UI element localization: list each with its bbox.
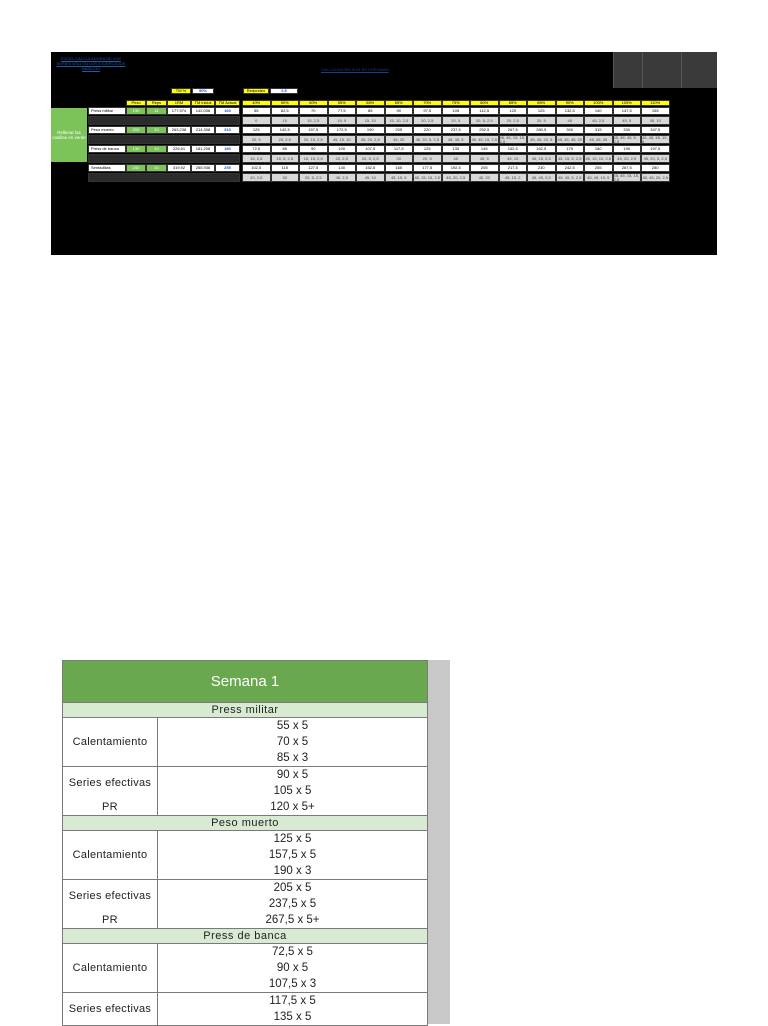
weight-cell: 117,5 xyxy=(385,145,414,153)
plates-cell: 45, 2,5 xyxy=(328,173,357,182)
plates-cell: 45, 20 xyxy=(470,173,499,182)
warmup-row xyxy=(63,718,428,767)
plates-cell: 15, 15, 2,5 xyxy=(299,154,328,163)
weight-cell: 100 xyxy=(328,145,357,153)
tm-inicial-value: 255,936 xyxy=(191,164,215,172)
plates-row xyxy=(51,135,717,144)
set-value: 205 x 5 xyxy=(273,882,312,894)
plates-cell: 45, 5 xyxy=(470,154,499,163)
reps-input[interactable]: 10 xyxy=(146,126,167,134)
peso-input[interactable]: 200 xyxy=(126,126,146,134)
section-header-row xyxy=(63,703,428,718)
plates-cell: 15, 10, 2,5 xyxy=(385,116,414,125)
weight-cell: 125 xyxy=(527,107,556,115)
tm-row xyxy=(51,88,717,94)
warmup-sets xyxy=(158,944,428,993)
weight-cell: 142,5 xyxy=(271,126,300,134)
plates-cell: 45, 20, 5, 2,5 xyxy=(413,135,442,144)
set-value: 55 x 5 xyxy=(276,720,309,732)
plates-cell: 45, 15, 10 xyxy=(328,135,357,144)
plates-cell: 20, 2,5 xyxy=(499,116,528,125)
plates-cell: 20, 5, 2,5 xyxy=(356,154,385,163)
plates-cell: 45, 45, 5 xyxy=(442,135,471,144)
set-value: 190 x 3 xyxy=(273,865,312,877)
series-efectivas-label: Series efectivas xyxy=(68,777,152,789)
plates-cell: 45, 45, 45, 10, 5 xyxy=(642,135,668,144)
header-block xyxy=(613,52,642,88)
plates-cell: 20, 2,5 xyxy=(271,135,300,144)
plates-cell: 45, 20, 2,5 xyxy=(613,154,642,163)
pct-header: 80% xyxy=(470,100,499,106)
plates-cell: 20 xyxy=(385,154,414,163)
weight-cell: 85 xyxy=(356,107,385,115)
week-title: Semana 1 xyxy=(63,661,428,703)
reps-input[interactable]: 10 xyxy=(146,164,167,172)
plates-cell: 45, 5 xyxy=(613,116,642,125)
weight-cell: 125 xyxy=(242,126,271,134)
weight-cell: 180 xyxy=(584,145,613,153)
calentamiento-label: Calentamiento xyxy=(63,718,158,767)
weight-cell: 152,5 xyxy=(499,145,528,153)
plates-cell: 45, 45, 10, 15, 2,5 xyxy=(499,135,526,144)
plates-cell: 20, 5, 2,5 xyxy=(470,116,499,125)
plates-cell: 45, 45, 5, 2,5 xyxy=(556,173,585,182)
tm-label: TM % xyxy=(171,88,191,94)
tm-inicial-value: 181,208 xyxy=(191,145,215,153)
pct-header: 85% xyxy=(499,100,528,106)
plates-cell: 45, 20, 5, 2,5 xyxy=(641,154,670,163)
weight-cell: 102,5 xyxy=(242,164,271,172)
weight-cell: 70 xyxy=(299,107,328,115)
weight-cell: 255 xyxy=(584,164,613,172)
calentamiento-label: Calentamiento xyxy=(63,831,158,880)
plates-spacer xyxy=(88,135,240,144)
plates-cell: 45, 10 xyxy=(641,116,670,125)
set-value: 90 x 5 xyxy=(276,962,309,974)
weight-cell: 72,5 xyxy=(242,145,271,153)
weight-cell: 192,5 xyxy=(442,164,471,172)
weight-cell: 252,5 xyxy=(470,126,499,134)
table-shadow xyxy=(427,660,450,1024)
plates-cell: 45, 15, 10, 2,5 xyxy=(584,154,613,163)
weight-cell: 90 xyxy=(299,145,328,153)
exercise-name: Press militar xyxy=(88,107,126,115)
tm-actual-value[interactable]: 160 xyxy=(215,107,240,115)
exercise-name: Sentadillas xyxy=(88,164,126,172)
plates-cell: 15, 5 xyxy=(328,116,357,125)
weight-cell: 347,5 xyxy=(641,126,670,134)
weight-cell: 177,5 xyxy=(413,164,442,172)
weight-cell: 280,5 xyxy=(527,126,556,134)
weight-cell: 162,5 xyxy=(527,145,556,153)
plates-cell: 15, 2,5 xyxy=(299,116,328,125)
redondeo-value[interactable]: 2,5 xyxy=(270,88,298,94)
plates-cell: 20, 15, 2,5 xyxy=(299,135,328,144)
series-efectivas-label: Series efectivas xyxy=(68,890,152,902)
column-header-row xyxy=(51,100,717,106)
weight-cell: 230 xyxy=(527,164,556,172)
weight-cell: 155 xyxy=(641,107,670,115)
effective-sets xyxy=(158,767,428,816)
plates-cell: 10 xyxy=(271,116,300,125)
pct-header: 55% xyxy=(328,100,357,106)
pct-header: 110% xyxy=(641,100,670,106)
series-label-cell xyxy=(63,880,158,929)
weight-cell: 205 xyxy=(470,164,499,172)
plates-cell: 45, 15, 5, 2,5 xyxy=(556,154,585,163)
weight-cell: 190 xyxy=(613,145,642,153)
plates-row xyxy=(51,116,717,125)
plates-cell: 45, 45, 15, 2,5 xyxy=(470,135,499,144)
weight-cell: 242,5 xyxy=(556,164,585,172)
pr-label: PR xyxy=(102,914,118,926)
weight-cell: 330 xyxy=(613,126,642,134)
pct-header: 90% xyxy=(556,100,585,106)
effective-sets xyxy=(158,993,428,1026)
plates-cell: 15, 10 xyxy=(356,116,385,125)
weight-cell: 90 xyxy=(385,107,414,115)
series-row xyxy=(63,880,428,929)
col-header: TM Actual xyxy=(215,100,240,106)
exercise-row xyxy=(51,126,717,134)
pct-header: 100% xyxy=(584,100,613,106)
pct-header: 60% xyxy=(299,100,328,106)
weight-cell: 140 xyxy=(328,164,357,172)
pct-header: 75% xyxy=(442,100,471,106)
exercise-row xyxy=(51,164,717,172)
weight-cell: 147,5 xyxy=(613,107,642,115)
plates-cell: 45, 15, 2,5 xyxy=(527,154,556,163)
weight-cell: 105 xyxy=(442,107,471,115)
pct-header: 85% xyxy=(527,100,556,106)
rm-value: 263,238 xyxy=(167,126,191,134)
weight-cell: 135 xyxy=(442,145,471,153)
rm-value: 226,61 xyxy=(167,145,191,153)
plates-cell: 0 xyxy=(242,116,271,125)
weight-cell: 77,5 xyxy=(328,107,357,115)
plates-cell: 45 xyxy=(556,116,585,125)
col-header: TM inicial xyxy=(191,100,215,106)
pct-header: 50% xyxy=(271,100,300,106)
weight-cell: 55 xyxy=(242,107,271,115)
plates-cell: 45, 45, 45, 20 xyxy=(556,135,585,144)
section-header: Peso muerto xyxy=(63,816,428,831)
plates-cell: 45, 45, 20, 5 xyxy=(527,135,556,144)
weight-cell: 107,5 xyxy=(356,145,385,153)
tm-inicial-value: 142,008 xyxy=(191,107,215,115)
weight-cell: 145 xyxy=(470,145,499,153)
plates-cell: 20, 5 xyxy=(413,154,442,163)
weight-cell: 165 xyxy=(385,164,414,172)
set-value: 135 x 5 xyxy=(273,1011,312,1023)
plates-cell: 45, 15, 5 xyxy=(385,173,414,182)
plates-cell: 20, 5 xyxy=(527,116,556,125)
weight-cell: 197,5 xyxy=(641,145,670,153)
set-value: 90 x 5 xyxy=(276,769,309,781)
header-block xyxy=(681,52,717,88)
effective-sets xyxy=(158,880,428,929)
plates-cell: 45 xyxy=(442,154,471,163)
weight-cell: 85 xyxy=(271,145,300,153)
sheet-title-link[interactable]: EXCEL CALCULADORA DE LOS SERIES 5/3/1 EN LOS 4 EJERCICIOS BÁSICOS xyxy=(55,56,127,82)
plates-cell: 45, 20 xyxy=(385,135,414,144)
plates-cell: 15, 5, 2,5 xyxy=(271,154,300,163)
pct-header: 70% xyxy=(413,100,442,106)
set-value: 105 x 5 xyxy=(273,785,312,797)
series-row xyxy=(63,993,428,1026)
set-value: 85 x 3 xyxy=(276,752,309,764)
plates-spacer xyxy=(88,116,240,125)
plates-row xyxy=(51,173,717,182)
col-header: Peso xyxy=(126,100,146,106)
plates-row xyxy=(51,154,717,163)
weight-cell: 125 xyxy=(413,145,442,153)
plates-cell: 45, 45, 45 xyxy=(584,135,613,144)
peso-input[interactable]: 130 xyxy=(126,145,146,153)
series-label-cell xyxy=(63,767,158,816)
center-title-link[interactable]: CALCULADORA 5/3/1 BY KHROMAN xyxy=(321,67,389,72)
weight-cell: 152,5 xyxy=(356,164,385,172)
set-value: 70 x 5 xyxy=(276,736,309,748)
set-value: 237,5 x 5 xyxy=(268,898,317,910)
section-header: Press militar xyxy=(63,703,428,718)
pr-value: 120 x 5+ xyxy=(270,801,315,813)
weight-cell: 172,5 xyxy=(328,126,357,134)
set-value: 107,5 x 3 xyxy=(268,978,317,990)
reps-input[interactable]: 11 xyxy=(146,107,167,115)
plates-cell: 45, 15, 2 xyxy=(499,173,528,182)
exercise-name: Press de banca xyxy=(88,145,126,153)
plates-spacer xyxy=(88,173,240,182)
exercise-name: Peso muerto xyxy=(88,126,126,134)
weight-cell: 132,5 xyxy=(556,107,585,115)
plates-cell: 20, 2,5 xyxy=(242,173,271,182)
tm-actual-value[interactable]: 180 xyxy=(215,145,240,153)
section-header-row xyxy=(63,929,428,944)
rm-value: 177,974 xyxy=(167,107,191,115)
set-value: 157,5 x 5 xyxy=(268,849,317,861)
plates-cell: 20, 5 xyxy=(242,135,271,144)
plates-cell: 45, 10 xyxy=(356,173,385,182)
warmup-row xyxy=(63,944,428,993)
rm-value: 319,92 xyxy=(167,164,191,172)
weight-cell: 315 xyxy=(584,126,613,134)
section-header-row xyxy=(63,816,428,831)
plates-cell: 45, 45, 15, 15, 2,5 xyxy=(613,173,640,182)
weight-cell: 190 xyxy=(356,126,385,134)
set-value: 72,5 x 5 xyxy=(272,946,313,958)
semana-table-container xyxy=(62,660,428,1024)
plates-cell: 20, 5 xyxy=(442,116,471,125)
plates-cell: 45, 45, 10, 5 xyxy=(584,173,613,182)
col-header: 1RM xyxy=(167,100,191,106)
reps-input[interactable]: 10 xyxy=(146,145,167,153)
plates-cell: 20, 2,5 xyxy=(328,154,357,163)
pct-header: 105% xyxy=(613,100,642,106)
plates-cell: 45, 15, 15, 2,5 xyxy=(413,173,442,182)
pct-header: 40% xyxy=(242,100,271,106)
weight-cell: 220 xyxy=(413,126,442,134)
weight-cell: 217,5 xyxy=(499,164,528,172)
plates-cell: 45, 45, 20, 2,5 xyxy=(641,173,670,182)
fill-green-note: Rellenar las casillas en verde xyxy=(51,108,87,162)
weight-cell: 120 xyxy=(499,107,528,115)
warmup-sets xyxy=(158,831,428,880)
col-header: Reps xyxy=(146,100,167,106)
plates-spacer xyxy=(88,154,240,163)
warmup-sets xyxy=(158,718,428,767)
calentamiento-label: Calentamiento xyxy=(63,944,158,993)
series-label-cell xyxy=(63,993,158,1026)
exercise-row xyxy=(51,107,717,115)
plates-cell: 30 xyxy=(271,173,300,182)
plates-cell: 20, 5, 2,5 xyxy=(299,173,328,182)
plates-cell: 45, 20, 2,5 xyxy=(356,135,385,144)
semana-table xyxy=(62,660,428,1026)
plates-cell: 45, 2,5 xyxy=(584,116,613,125)
weight-cell: 267,5 xyxy=(613,164,642,172)
pr-label: PR xyxy=(102,801,118,813)
tm-inicial-value: 214,308 xyxy=(191,126,215,134)
pr-value: 267,5 x 5+ xyxy=(265,914,320,926)
pct-header: 65% xyxy=(356,100,385,106)
exercise-row xyxy=(51,145,717,153)
tm-actual-value[interactable]: 310 xyxy=(215,126,240,134)
tm-value[interactable]: 90% xyxy=(192,88,214,94)
plates-cell: 45, 45, 2,5 xyxy=(527,173,556,182)
weight-cell: 267,5 xyxy=(499,126,528,134)
weight-cell: 97,5 xyxy=(413,107,442,115)
weight-cell: 237,5 xyxy=(442,126,471,134)
warmup-row xyxy=(63,831,428,880)
weight-cell: 140 xyxy=(584,107,613,115)
peso-input[interactable]: 240 xyxy=(126,164,146,172)
plates-cell: 45, 45, 45, 5, 2,5 xyxy=(613,135,642,144)
weight-cell: 115 xyxy=(271,164,300,172)
weight-cell: 127,5 xyxy=(299,164,328,172)
plates-cell: 20, 2,5 xyxy=(413,116,442,125)
plates-cell: 15, 2,5 xyxy=(242,154,271,163)
set-value: 117,5 x 5 xyxy=(269,995,316,1007)
series-row xyxy=(63,767,428,816)
spreadsheet-calculator xyxy=(51,52,717,255)
header-block xyxy=(642,52,681,88)
pct-header: 65% xyxy=(385,100,414,106)
redondeo-label: Redondeo xyxy=(243,88,269,94)
weight-cell: 205 xyxy=(385,126,414,134)
weight-cell: 280 xyxy=(641,164,670,172)
tm-actual-value[interactable]: 255 xyxy=(215,164,240,172)
series-efectivas-label: Series efectivas xyxy=(68,1003,152,1015)
weight-cell: 112,5 xyxy=(470,107,499,115)
weight-cell: 300 xyxy=(556,126,585,134)
weight-cell: 175 xyxy=(556,145,585,153)
section-header: Press de banca xyxy=(63,929,428,944)
plates-cell: 45, 20, 2,5 xyxy=(442,173,471,182)
weight-cell: 157,5 xyxy=(299,126,328,134)
plates-cell: 45, 10 xyxy=(499,154,528,163)
set-value: 125 x 5 xyxy=(273,833,312,845)
weight-cell: 62,5 xyxy=(271,107,300,115)
peso-input[interactable]: 130 xyxy=(126,107,146,115)
